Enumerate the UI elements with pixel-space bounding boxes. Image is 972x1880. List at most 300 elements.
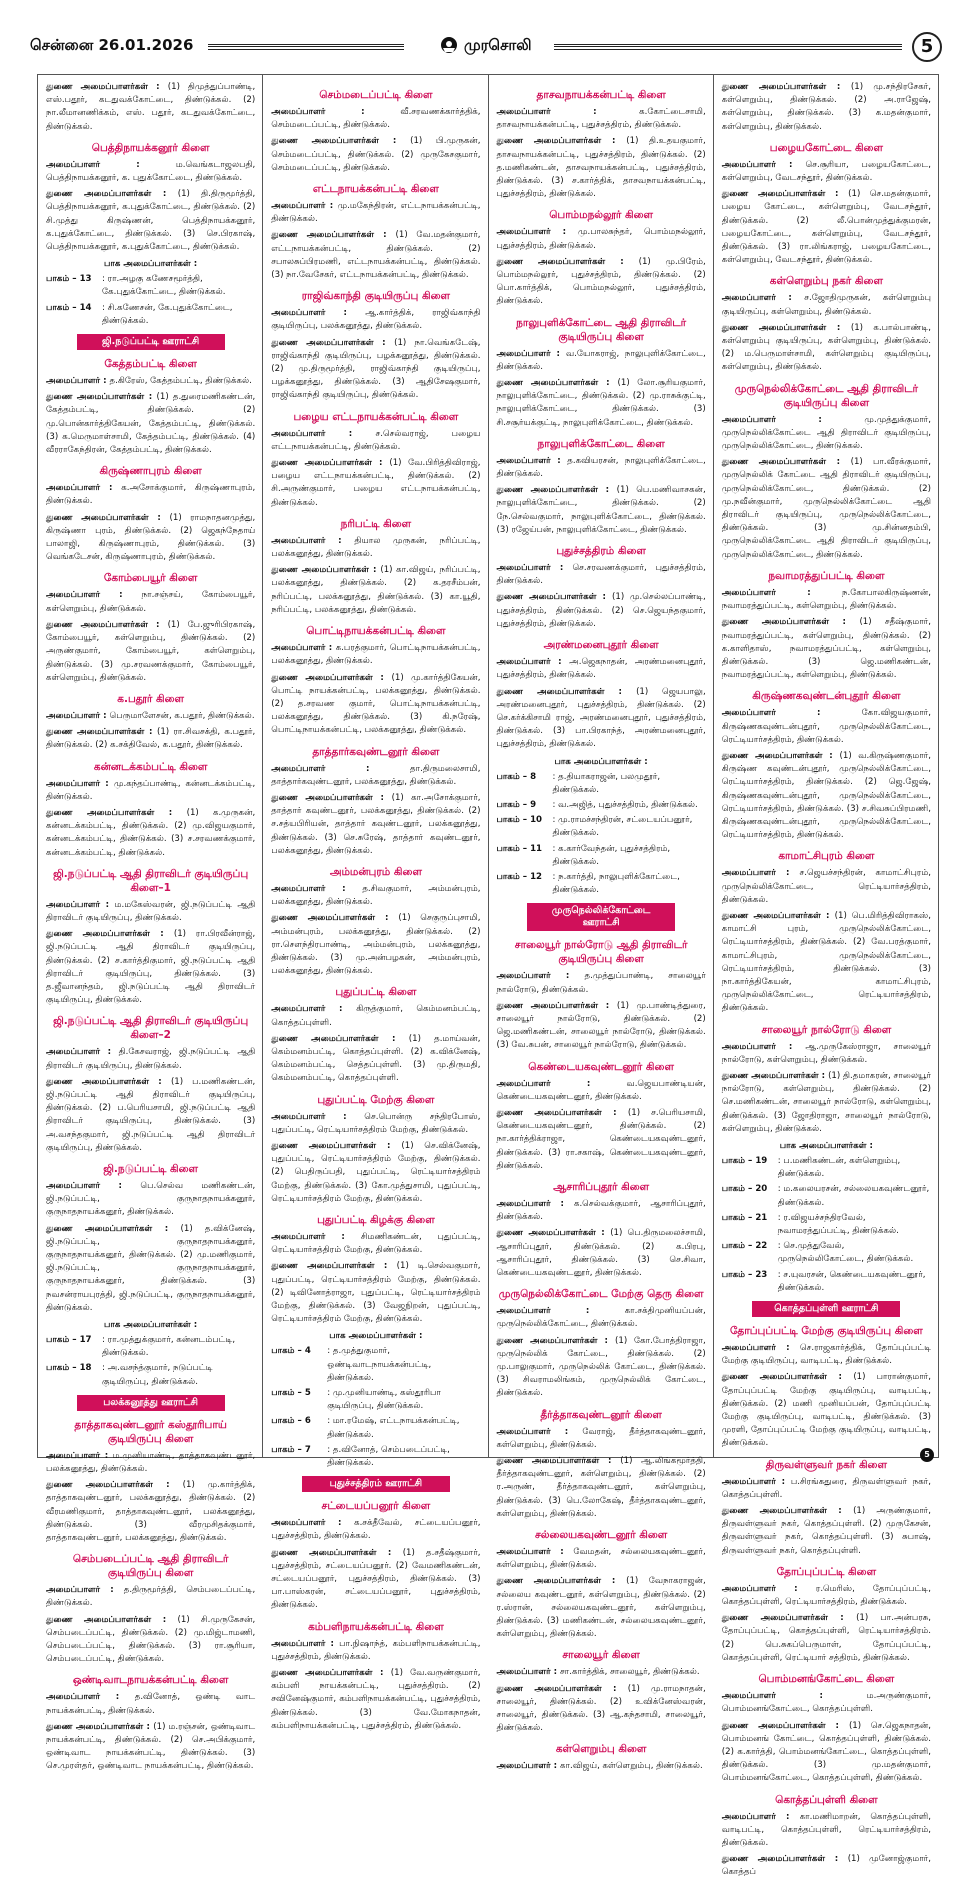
ward-number: பாகம் – 4: [271, 1346, 311, 1357]
organizer-entry: [46, 159, 255, 185]
organizer-entry: [722, 750, 931, 842]
organizer-entry: [497, 484, 706, 537]
ward-organizer-row: [271, 1387, 480, 1413]
ward-organizer-row: [46, 1362, 255, 1388]
organizer-entry: [46, 81, 255, 134]
masthead-rule-left: [208, 44, 404, 50]
organizer-entry: [271, 1033, 480, 1086]
organizer-entry: [271, 337, 480, 403]
organizer-names: கா.மணிமாறன், கொத்தப்புள்ளி, வாடிபட்டி, கொத்தப்புள்ளி, ரெட்டியார்சத்திரம், திண்டுக்கல்.: [721, 1811, 931, 1848]
branch-heading: ஆசாரிப்புதூர் கிளை: [553, 1180, 650, 1193]
role-label: துணை அமைப்பாளர்கள் :: [46, 807, 187, 818]
organizer-entry: [722, 587, 931, 613]
role-label: அமைப்பாளர் :: [496, 1761, 561, 1772]
branch-heading: பழையகோட்டை கிளை: [769, 141, 883, 154]
organizer-entry: [497, 1455, 706, 1521]
masthead: [30, 34, 942, 60]
branch-heading: தீர்த்தாகவுண்டனூர் கிளை: [540, 1408, 662, 1421]
column-2: [263, 75, 488, 1731]
organizer-entry: [497, 348, 706, 374]
ward-organizer-row: [722, 1183, 931, 1209]
section-subheading: பாக அமைப்பாளர்கள் :: [779, 1141, 873, 1151]
ward-number: பாகம் – 18: [46, 1363, 92, 1374]
role-label: துணை அமைப்பாளர்கள் :: [271, 1668, 391, 1679]
organizer-entry: [497, 970, 706, 996]
organizer-names: த.திருமூர்த்தி, செம்படைப்பட்டி, திண்டுக்கல்.: [46, 1585, 256, 1609]
organizer-entry: [722, 910, 931, 1016]
branch-heading: தாத்தார்கவுண்டனூர் கிளை: [312, 745, 440, 758]
column-1: [38, 75, 263, 1772]
organizer-names: கோ.விஜயகுமார், கிருஷ்ணகவுண்டன்புதூர், முருநெல்லிக்கோட்டை, ரெட்டியார்சத்திரம், திண்டுக்கல்.: [721, 708, 931, 745]
rising-sun-logo: [440, 34, 458, 56]
organizer-entry: [722, 1342, 931, 1368]
role-label: துணை அமைப்பாளர்கள் :: [496, 1000, 617, 1011]
role-label: துணை அமைப்பாளர்கள் :: [496, 1456, 621, 1467]
ward-organizer-row: [271, 1415, 480, 1441]
organizer-names: (1) பே.ஜுரிபிரகாஷ், கோம்பையூர், கள்ளெறும்பு, திண்டுக்கல். (2) அருண்குமார், கோம்பையூர், கள்ளெறும்பு, திண்டுக்கல். (3) மு.சரவணக்குமார், கோம்பையூர், கள்ளெறும்பு, திண்டுக்கல்.: [46, 619, 256, 683]
organizer-entry: [497, 1683, 706, 1736]
ward-organizer-name: : ப.மணிகண்டன், கள்ளெறும்பு, திண்டுக்கல்.: [777, 1156, 901, 1180]
organizer-entry: [46, 375, 255, 388]
role-label: துணை அமைப்பாளர்கள் :: [271, 1261, 397, 1272]
organizer-entry: [722, 1583, 931, 1609]
organizer-names: (1) ரா.பிரவீன்ராஜ், ஜி.நடுப்பட்டி ஆதி திராவிடர் குடியிருப்பு, திண்டுக்கல். (2) ச.கார்த்திகுமார், ஜி.நடுப்பட்டி ஆதி திராவிடர் குடியிருப்பு, திண்டுக்கல். (3) த.ஜீவானந்தம், ஜி.நடுப்பட்டி ஆதி திராவிடர் குடியிருப்பு, திண்டுக்கல்.: [46, 929, 256, 1006]
organizer-names: (1) ஆ.லிங்கமூர்த்தி, தீர்த்தாகவுண்டனூர், கள்ளெறும்பு, திண்டுக்கல். (2) ர.அருண், தீர்த்தாகவுண்டனூர், கள்ளெறும்பு, திண்டுக்கல். (3) பெ.லோகேஷ், தீர்த்தாகவுண்டனூர், கள்ளெறும்பு, திண்டுக்கல்.: [496, 1456, 706, 1519]
role-label: துணை அமைப்பாளர்கள் :: [721, 750, 840, 761]
ward-number: பாகம் – 19: [721, 1156, 768, 1166]
ward-organizer-name: : மா.ரமேஷ், எட்டநாயக்கன்பட்டி, திண்டுக்கல்.: [327, 1416, 460, 1440]
branch-heading: கள்ளெறும்பு நகர் கிளை: [769, 275, 883, 288]
organizer-entry: [497, 591, 706, 631]
role-label: துணை அமைப்பாளர்கள் :: [46, 1223, 181, 1234]
organizer-names: செ.சூரியா, பழையகோட்டை, கள்ளெறும்பு, வேடசந்தூர், திண்டுக்கல்.: [721, 159, 931, 184]
role-label: துணை அமைப்பாளர்கள் :: [721, 910, 835, 921]
organizer-entry: [497, 135, 706, 201]
organizer-names: தியால முருகன், நரிப்பட்டி, பலக்கனூத்து, திண்டுக்கல்.: [271, 535, 481, 560]
organizer-names: (1) க.பால்பாண்டி, கள்ளெறும்பு குடியிருப்பு, கள்ளெறும்பு, திண்டுக்கல். (2) ம.பெருமாள்சாமி, கள்ளெறும்பு குடியிருப்பு, கள்ளெறும்பு, திண்டுக்கல்.: [721, 322, 932, 373]
role-label: அமைப்பாளர் :: [496, 107, 640, 117]
branch-heading: சாலையூர் நால்ரோடு ஆதி திராவிடர் குடியிருப்பு கிளை: [514, 939, 688, 966]
role-label: துணை அமைப்பாளர்கள் :: [496, 1683, 628, 1694]
organizer-entry: [46, 726, 255, 752]
branch-heading: செம்படைப்பட்டி ஆதி திராவிடர் குடியிருப்பு கிளை: [72, 1553, 229, 1580]
organizer-entry: [722, 1070, 931, 1136]
ward-number: பாகம் – 23: [721, 1269, 768, 1280]
ward-organizer-name: : த.தியாகராஜன், பலமுதூர், திண்டுக்கல்.: [552, 771, 661, 795]
role-label: அமைப்பாளர் :: [46, 483, 122, 494]
role-label: துணை அமைப்பாளர்கள் :: [271, 230, 396, 241]
organizer-entry: [46, 512, 255, 565]
organizer-entry: [497, 1305, 706, 1331]
masthead-rule-right: [554, 44, 902, 50]
organizer-names: (1) ரா.சிவசக்தி, க.பதூர், திண்டுக்கல். (2) க.சக்திவேல், க.பதூர், திண்டுக்கல்.: [46, 727, 256, 751]
organizer-entry: [497, 1426, 706, 1452]
branch-heading: முருநெல்லிக்கோட்டை ஆதி திராவிடர் குடியிருப்பு கிளை: [734, 382, 918, 409]
branch-heading: கிருஷ்ணாபுரம் கிளை: [99, 465, 202, 478]
ward-number: பாகம் – 7: [271, 1444, 311, 1455]
organizer-names: கா.விஜய், கள்ளெறும்பு, திண்டுக்கல்.: [560, 1761, 703, 1772]
organizer-entry: [46, 1223, 255, 1315]
organizer-entry: [271, 1517, 480, 1543]
role-label: அமைப்பாளர் :: [721, 587, 843, 598]
organizer-names: த.முத்துப்பாண்டி, சாலையூர் நால்ரோடு, திண்டுக்கல்.: [496, 971, 706, 995]
role-label: அமைப்பாளர் :: [496, 1306, 625, 1317]
organizer-names: (1) மு.ராமநாதன், சாலையூர், திண்டுக்கல். (2) உவிக்னேஸ்வரன், சாலையூர், திண்டுக்கல். (3) ஆ.கந்தசாமி, சாலையூர், திண்டுக்கல்.: [496, 1683, 706, 1734]
role-label: அமைப்பாளர் :: [496, 1426, 583, 1437]
organizer-entry: [497, 1078, 706, 1104]
organizer-names: ர.மெரிஸ், தோப்புப்பட்டி, கொத்தப்புள்ளி, ரெட்டியார்சத்திரம், திண்டுக்கல்.: [721, 1583, 931, 1608]
organizer-entry: [271, 1260, 480, 1326]
ward-organizer-row: [722, 1212, 931, 1238]
section-subheading: பாக அமைப்பாளர்கள் :: [329, 1331, 423, 1342]
branch-heading: புதுப்பட்டி கிழக்கு கிளை: [317, 1214, 435, 1226]
organizer-names: மு.முத்துக்குமார், முருநெல்லிக்கோட்டை ஆதி திராவிடர் குடியிருப்பு, முருநெல்லிக்கோட்டை, திண்டுக்கல்.: [721, 414, 931, 452]
role-label: அமைப்பாளர் :: [496, 455, 568, 466]
organizer-names: (1) மு.பாண்டித்துரை, சாலையூர் நால்ரோடு, திண்டுக்கல். (2) ஜெ.மணிகண்டன், சாலையூர் நால்ரோடு, திண்டுக்கல். (3) வே.சுபன், சாலையூர் நால்ரோடு, திண்டுக்கல்.: [496, 1000, 706, 1051]
organizer-names: (1) தி.திருமூர்த்தி, பெத்திநாயக்கனூர், க.புதுக்கோட்டை, திண்டுக்கல். (2) சி.முத்து கிருஷ்ணன், பெத்திநாயக்கனூர், க.புதுக்கோட்டை, திண்டுக்கல். (3) செ.பிரகாஷ், பெத்திநாயக்கனூர், க.புதுக்கோட்டை, திண்டுக்கல்.: [46, 189, 256, 253]
role-label: துணை அமைப்பாளர்கள் :: [271, 1140, 402, 1151]
branch-heading: திருவள்ளுவர் நகர் கிளை: [765, 1458, 887, 1471]
organizer-entry: [271, 428, 480, 454]
organizer-entry: [722, 159, 931, 185]
role-label: அமைப்பாளர் :: [721, 414, 865, 425]
organizer-entry: [46, 1046, 255, 1072]
role-label: துணை அமைப்பாளர்கள் :: [271, 913, 399, 924]
role-label: அமைப்பாளர் :: [46, 710, 110, 721]
ward-organizer-name: : வ.அஜித், புதுச்சத்திரம், திண்டுக்கல்.: [552, 799, 698, 810]
role-label: அமைப்பாளர் :: [496, 348, 566, 359]
organizer-names: (1) வே.மதன்குமார், எட்டநாயக்கன்பட்டி, திண்டுக்கல். (2) சபாலசுப்பிரமணி, எட்டநாயக்கன்பட்டி, திண்டுக்கல். (3) நா.வேசேகர், எட்டநாயக்கன்பட்டி, திண்டுக்கல்.: [271, 230, 481, 281]
organizer-names: (1) மு.கார்த்திகேயன், பொட்டி நாயக்கன்பட்டி, பலக்கனூத்து, திண்டுக்கல். (2) த.சரவண குமார், பொட்டிநாயக்கன்பட்டி, பலக்கனூத்து, திண்டுக்கல். (3) கி.நரேஷ், பொட்டிநாயக்கன்பட்டி, பலக்கனூத்து, திண்டுக்கல்.: [271, 672, 481, 736]
ward-organizer-name: : த.வினோத், செம்படைப்பட்டி, திண்டுக்கல்.: [327, 1444, 450, 1469]
organizer-entry: [497, 562, 706, 588]
organizer-entry: [722, 1371, 931, 1450]
organizer-entry: [497, 1575, 706, 1641]
ward-organizer-row: [497, 799, 706, 812]
role-label: அமைப்பாளர் :: [496, 563, 573, 574]
organizer-entry: [46, 391, 255, 457]
organizer-entry: [497, 686, 706, 752]
ward-number: பாகம் – 14: [46, 302, 92, 313]
branch-heading: கேத்தம்பட்டி கிளை: [104, 358, 197, 371]
role-label: அமைப்பாளர் :: [46, 1585, 124, 1596]
branch-heading: நரிபட்டி கிளை: [340, 517, 412, 530]
role-label: அமைப்பாளர் :: [721, 159, 806, 170]
panchayat-banner: பலக்கனூத்து ஊராட்சி: [77, 1395, 225, 1411]
role-label: துணை அமைப்பாளர்கள் :: [496, 1228, 611, 1239]
branch-heading: சட்டையப்பனூர் கிளை: [321, 1500, 431, 1513]
organizer-names: (1) வே.வருண்குமார், கம்பளி நாயக்கன்பட்டி, புதுச்சத்திரம். (2) சவினேஷ்குமார், கம்பளிநாயக்கன்பட்டி, புதுச்சத்திரம், திண்டுக்கல். (3) வே.மோகநாதன், கம்பளிநாயக்கன்பட்டி, புதுச்சத்திரம், திண்டுக்கல்.: [271, 1668, 481, 1731]
organizer-entry: [271, 1140, 480, 1206]
organizer-names: (1) த.மாய்வன், கெம்மனம்பட்டி, கொத்தப்புள்ளி. (2) க.விக்னேஷ், கெம்மனம்பட்டி, செத்தப்புள்ளி. (3) மு.திருமதி, கெம்மனம்பட்டி, கொத்தப்புள்ளி.: [271, 1033, 481, 1084]
ward-organizer-name: : செ.முத்துவேல், முருநெல்லிகோட்டை, திண்டுக்கல்.: [777, 1241, 914, 1265]
role-label: அமைப்பாளர் :: [496, 1078, 627, 1089]
organizer-names: ம.வெங்கடாஜலபதி, பெத்திநாயக்கனூர், க. புதுக்கோட்டை, திண்டுக்கல்.: [46, 159, 256, 184]
organizer-entry: [271, 792, 480, 858]
role-label: அமைப்பாளர் :: [271, 883, 363, 894]
role-label: அமைப்பாளர் :: [721, 868, 800, 879]
organizer-names: க.செல்வக்குமார், ஆசாரிப்புதூர், திண்டுக்கல்.: [496, 1198, 706, 1223]
branch-heading: தோப்புப்பட்டி கிளை: [776, 1565, 877, 1578]
branch-heading: பழைய எட்டநாயக்கன்பட்டி கிளை: [293, 410, 459, 423]
role-label: அமைப்பாளர் :: [496, 1547, 574, 1558]
branch-heading: பொம்மனங்கோட்டை கிளை: [758, 1673, 895, 1686]
ward-organizer-row: [497, 843, 706, 869]
organizer-entry: [722, 1505, 931, 1558]
organizer-entry: [46, 482, 255, 508]
branch-heading: தோப்புப்பட்டி மேற்கு குடியிருப்பு கிளை: [729, 1325, 923, 1338]
organizer-entry: [271, 1003, 480, 1029]
organizer-names: (1) வே.பிரித்திவிராஜ், பழைய எட்டநாயக்கன்பட்டி, திண்டுக்கல். (2) சி.அருண்குமார், பழைய எட்டநாயக்கன்பட்டி, திண்டுக்கல்.: [271, 458, 481, 508]
organizer-entry: [271, 200, 480, 226]
organizer-names: ச.ஜோதிமுருகன், கள்ளெறும்பு குடியிருப்பு, கள்ளெறும்பு, திண்டுக்கல்.: [721, 293, 932, 317]
role-label: துணை அமைப்பாளர்கள் :: [46, 1076, 171, 1087]
organizer-entry: [46, 807, 255, 860]
organizer-names: க.கோட்டைசாமி, தாசவநாயக்கன்பட்டி, புதுச்சத்திரம், திண்டுக்கல்.: [496, 107, 706, 131]
role-label: துணை அமைப்பாளர்கள் :: [721, 1854, 848, 1865]
branch-heading: எட்டநாயக்கன்பட்டி கிளை: [312, 183, 439, 196]
panchayat-banner: கொத்தப்புள்ளி ஊராட்சி: [752, 1301, 900, 1317]
organizer-names: (1) ராமநாதனமுத்து, கிருஷ்ணா புரம், திண்டுக்கல். (2) ஜெகந்நேதாய் பாலாஜி, கிருஷ்ணாபுரம், திண்டுக்கல். (3) வெங்கடேசன், கிருஷ்ணாபுரம், திண்டுக்கல்.: [46, 512, 256, 563]
ward-organizer-name: : ரா.அழகு கணேசமூர்த்தி, கே.புதுக்கோட்டை, திண்டுக்கல்.: [102, 274, 226, 298]
branch-heading: கோம்பையூர் கிளை: [103, 572, 198, 585]
role-label: அமைப்பாளர் :: [271, 107, 401, 117]
role-label: துணை அமைப்பாளர்கள் :: [46, 1721, 154, 1732]
role-label: துணை அமைப்பாளர்கள் :: [46, 392, 157, 403]
organizer-entry: [497, 256, 706, 309]
ward-organizer-row: [271, 1345, 480, 1385]
organizer-names: (1) டி.செல்வகுமார், புதுப்பட்டி, ரெட்டியார்சத்திரம் மேற்கு, திண்டுக்கல். (2) டிவினோத்ராஜா, புதுப்பட்டி, ரெட்டியார்சத்திரம் மேற்கு, திண்டுக்கல். (3) வேஜநிறன், புதுப்பட்டி, ரெட்டியார்சத்திரம் மேற்கு, திண்டுக்கல்.: [271, 1261, 481, 1325]
ward-number: பாகம் – 20: [721, 1184, 768, 1195]
ward-organizer-name: : ந.கார்த்தி, நாலுபுளிக்கோட்டை, திண்டுக்கல்.: [552, 871, 680, 896]
role-label: அமைப்பாளர் :: [496, 227, 579, 238]
organizer-names: செ.சரவணக்குமார், புதுச்சத்திரம், திண்டுக்கல்.: [496, 563, 706, 587]
role-label: அமைப்பாளர் :: [46, 1180, 141, 1191]
organizer-names: த.கிரேஸ், கேத்தம்பட்டி, திண்டுக்கல்.: [109, 376, 252, 387]
role-label: துணை அமைப்பாளர்கள் :: [721, 1613, 857, 1624]
organizer-entry: [497, 1198, 706, 1224]
organizer-names: வ.யோகராஜ், நாலுபுளிக்கோட்டை, திண்டுக்கல்.: [496, 348, 706, 372]
organizer-entry: [722, 322, 931, 375]
organizer-entry: [722, 456, 931, 562]
organizer-entry: [46, 1584, 255, 1610]
organizer-entry: [722, 707, 931, 747]
organizer-entry: [271, 564, 480, 617]
organizer-entry: [271, 535, 480, 561]
organizer-entry: [46, 1614, 255, 1667]
organizer-names: (1) மு.கார்த்திக், தாத்தாகவுண்டனூர், பலக்கனூத்து, திண்டுக்கல். (2) வீரமணிகுமார், தாத்தாகவுண்டனூர், பலக்கனூத்து, திண்டுக்கல். (3) வீரமுசிதக்குமார், தாத்தாகவுண்டனூர், பலக்கனூத்து, திண்டுக்கல்.: [46, 1480, 256, 1544]
ward-number: பாகம் – 10: [496, 815, 543, 826]
role-label: துணை அமைப்பாளர்கள் :: [46, 1480, 183, 1491]
role-label: அமைப்பாளர் :: [46, 899, 115, 910]
organizer-names: (1) செ.ஜெகநாதன், பொம்மனங் கோட்டை, கொத்தப்புள்ளி, திண்டுக்கல். (2) க.கார்த்தி, பொம்மனங்கோட்டை, கொத்தப்புள்ளி, திண்டுக்கல். (3) மு.மதன்குமார், பொம்மனங்கோட்டை, கொத்தப்புள்ளி, திண்டுக்கல்.: [721, 1720, 931, 1784]
ward-number: பாகம் – 8: [496, 771, 537, 782]
branch-heading: ஜி.நடுப்பட்டி ஆதி திராவிடர் குடியிருப்பு கிளை–1: [53, 867, 249, 894]
organizer-entry: [271, 307, 480, 333]
organizer-entry: [722, 188, 931, 267]
role-label: துணை அமைப்பாளர்கள் :: [46, 929, 174, 940]
organizer-entry: [46, 710, 255, 723]
branch-heading: க.பதூர் கிளை: [117, 692, 184, 705]
organizer-names: (1) தி.உதயகுமார், தாசவநாயக்கன்பட்டி, புதுச்சத்திரம், திண்டுக்கல். (2) த.மணிகண்டன், தாசவநாயக்கன்பட்டி, புதுச்சத்திரம், திண்டுக்கல். (3) ச.கார்த்திக், தாசவநாயக்கன்பட்டி, புதுச்சத்திரம், திண்டுக்கல்.: [496, 136, 706, 200]
branch-heading: தாத்தாகவுண்டனூர் கஸ்தூரிபாய் குடியிருப்பு கிளை: [74, 1418, 227, 1445]
role-label: துணை அமைப்பாளர்கள் :: [271, 1547, 403, 1558]
role-label: துணை அமைப்பாளர்கள் :: [271, 337, 395, 348]
ward-organizer-name: : ரா.முத்துக்குமார், கன்னடம்பட்டி, திண்டுக்கல்.: [102, 1335, 236, 1359]
organizer-entry: [722, 1476, 931, 1502]
role-label: அமைப்பாளர் :: [271, 1638, 340, 1649]
ward-organizer-name: : ர.விஜயச்சந்திரவேல், நவாமரத்துப்பட்டி, திண்டுக்கல்.: [777, 1212, 899, 1237]
organizer-names: நா.சஞ்சய், கோம்பையூர், கள்ளெறும்பு, திண்டுக்கல்.: [46, 590, 256, 614]
ward-number: பாகம் – 9: [496, 799, 537, 810]
organizer-names: க.பரத்குமார், பொட்டிநாயக்கன்பட்டி, பலக்கனூத்து, திண்டுக்கல்.: [271, 643, 481, 667]
organizer-entry: [46, 899, 255, 925]
role-label: துணை அமைப்பாளர்கள் :: [46, 727, 157, 738]
branch-heading: பொம்மநல்லூர் கிளை: [549, 209, 654, 222]
organizer-entry: [271, 135, 480, 175]
role-label: துணை அமைப்பாளர்கள் :: [271, 1033, 409, 1044]
role-label: அமைப்பாளர் :: [496, 971, 585, 982]
panchayat-banner: புதுச்சத்திரம் ஊராட்சி: [302, 1476, 450, 1492]
ward-number: பாகம் – 11: [496, 843, 543, 854]
organizer-names: (1) வ.கிருஷ்ணகுமார், கிருஷ்ண கவுண்டன்புதூர், முருநெல்லிக்கோட்டை, ரெட்டியார்சத்திரம், திண்டுக்கல். (2) ஜெ.ஜேஷ், கிருஷ்ணகவுண்டன்புதூர், முருநெல்லிக்கோட்டை, ரெட்டியார்சத்திரம், திண்டுக்கல். (3) ச.சிவசுப்பிரமணி, கிருஷ்ணகவுண்டன்புதூர், முருநெல்லிக்கோட்டை, ரெட்டியார்சத்திரம், திண்டுக்கல்.: [721, 750, 931, 841]
organizer-names: (1) பி.முருகன், செம்மடைப்பட்டி, திண்டுக்கல். (2) முருகேசகுமார், செம்மடைப்பட்டி, திண்டுக்கல்.: [271, 136, 481, 173]
role-label: துணை அமைப்பாளர்கள் :: [496, 256, 639, 267]
role-label: அமைப்பாளர் :: [721, 1343, 800, 1354]
ward-number: பாகம் – 6: [271, 1416, 311, 1427]
organizer-entry: [497, 1107, 706, 1173]
organizer-names: ம.மகேஸ்வரன், ஜி.நடுப்பட்டி ஆதி திராவிடர் குடியிருப்பு, திண்டுக்கல்.: [46, 899, 256, 923]
page-number: 5: [912, 32, 942, 62]
role-label: துணை அமைப்பாளர்கள் :: [496, 1335, 616, 1346]
organizer-names: (1) அருண்குமார், திருவள்ளுவர் நகர், கொத்தப்புள்ளி. (2) முருகேசன், திருவள்ளுவர் நகர், கொத்தப்புள்ளி. (3) சுபாஷ், திருவள்ளுவர் நகர், கொத்தப்புள்ளி.: [721, 1506, 931, 1556]
role-label: அமைப்பாளர் :: [271, 643, 336, 654]
branch-heading: பெத்திநாயக்கனூர் கிளை: [91, 141, 210, 154]
role-label: அமைப்பாளர் :: [721, 1041, 806, 1052]
role-label: துணை அமைப்பாளர்கள் :: [721, 1070, 829, 1081]
branch-heading: சாலையூர் கிளை: [562, 1649, 640, 1662]
organizer-names: (1) சதீஷ்குமார், நவாமரத்துப்பட்டி, கள்ளெறும்பு, திண்டுக்கல். (2) க.காளிதாஸ், நவாமரத்துப்பட்டி, கள்ளெறும்பு, திண்டுக்கல். (3) ஜெ.மணிகண்டன், நவாமரத்துப்பட்டி, கள்ளெறும்பு, திண்டுக்கல்.: [721, 617, 932, 681]
role-label: துணை அமைப்பாளர்கள் :: [496, 1107, 628, 1118]
organizer-names: த.வினோத், ஒண்டி வாட நாயக்கன்பட்டி, திண்டுக்கல்.: [46, 1692, 256, 1716]
organizer-entry: [271, 642, 480, 668]
role-label: துணை அமைப்பாளர்கள் :: [496, 592, 612, 603]
role-label: துணை அமைப்பாளர்கள் :: [46, 512, 170, 523]
organizer-names: பெருமாளேசன், க.பதூர், திண்டுக்கல்.: [109, 710, 255, 721]
ward-number: பாகம் – 12: [496, 871, 543, 882]
organizer-names: மு.கந்தப்பாண்டி, கன்னடக்கம்பட்டி, திண்டுக்கல்.: [46, 778, 256, 802]
organizer-names: (1) தி.தமாகரன், சாலையூர் நால்ரோடு, கள்ளெறும்பு, திண்டுக்கல். (2) செ.மணிகண்டன், சாலையூர் நால்ரோடு, கள்ளெறும்பு, திண்டுக்கல். (3) ஜோதிராஜா, சாலையூர் நால்ரோடு, கள்ளெறும்பு, திண்டுக்கல்.: [721, 1070, 931, 1134]
organizer-names: (1) திமுத்துப்பாண்டி, எஸ்.பதூர், கடதுவக்கோட்டை, திண்டுக்கல். (2) நா.லீமானணிக்கம், எஸ். பதூர், கடதுவக்கோட்டை, திண்டுக்கல்.: [46, 82, 256, 132]
role-label: அமைப்பாளர் :: [271, 1232, 361, 1242]
ward-organizer-name: : ச.யுவரசன், கெண்டையகவுண்டனூர், திண்டுக்கல்.: [777, 1269, 926, 1293]
ward-organizer-name: : அ.வசந்த்குமார், நடுப்பட்டி குடியிருப்பு, திண்டுக்கல்.: [102, 1363, 213, 1387]
organizer-entry: [497, 455, 706, 481]
role-label: அமைப்பாளர் :: [721, 293, 805, 304]
organizer-entry: [46, 619, 255, 685]
branch-heading: அம்மன்புரம் கிளை: [329, 865, 422, 878]
organizer-entry: [497, 1000, 706, 1053]
organizer-entry: [271, 763, 480, 789]
organizer-entry: [271, 229, 480, 282]
organizer-names: செ.ராஜகார்த்திக், தோப்புப்பட்டி மேற்கு குடியிருப்பு, வாடிபட்டி, திண்டுக்கல்.: [721, 1343, 931, 1367]
role-label: அமைப்பாளர் :: [271, 201, 338, 212]
organizer-names: (1) ச.பெரியசாமி, கெண்டையகவுண்டனூர், திண்டுக்கல். (2) நா.கார்த்திக்ராஜா, கெண்டையகவுண்டனூர், திண்டுக்கல். (3) ரா.சகாஷ், கெண்டையகவுண்டனூர், திண்டுக்கல்.: [496, 1107, 706, 1171]
role-label: அமைப்பாளர் :: [496, 657, 570, 668]
organizer-names: ம.அருண்குமார், பொம்மனங்கோட்டை, கொத்தப்புள்ளி.: [721, 1691, 931, 1715]
organizer-entry: [46, 778, 255, 804]
branch-heading: காமாட்சிபுரம் கிளை: [778, 850, 875, 863]
organizer-names: வேராஜ், தீர்த்தாகவுண்டனூர், கள்ளெறும்பு, திண்டுக்கல்.: [496, 1426, 706, 1450]
organizer-names: (1) மு.செல்லப்பாண்டி, புதுச்சத்திரம், திண்டுக்கல். (2) செ.ஜெயந்தகுமார், புதுச்சத்திரம், திண்டுக்கல்.: [496, 592, 706, 629]
role-label: துணை அமைப்பாளர்கள் :: [271, 458, 390, 469]
organizer-entry: [722, 414, 931, 454]
organizer-names: (1) கா.அசோக்குமார், தாத்தார் கவுண்டனூர், பலக்கனூத்து, திண்டுக்கல். (2) ச.சத்யபிரியன், தாத்தார் கவுண்டனூர், பலக்கனூத்து, திண்டுக்கல். (3) செ.சுரேஷ், தாத்தார் கவுண்டனூர், பலக்கனூத்து, திண்டுக்கல்.: [271, 792, 481, 856]
branch-heading: புதுச்சத்திரம் கிளை: [556, 545, 646, 558]
role-label: அமைப்பாளர் :: [46, 159, 176, 170]
footer-page-badge: 5: [920, 1448, 934, 1462]
organizer-names: (1) த.விக்னேஷ், ஜி.நடுப்பட்டி, குருநாதநாயக்கனூர், குருநாதநாயக்கனூர், திண்டுக்கல். (2) மு.மணிகுமார், ஜி.நடுப்பட்டி, குருநாதநாயக்கனூர், குருநாதநாயக்கனூர், திண்டுக்கல். (3) நவசன்ராயபுரத்தி, ஜி.நடுப்பட்டி, குருநாதநாயக்கனூர், திண்டுக்கல்.: [46, 1223, 256, 1313]
role-label: துணை அமைப்பாளர்கள் :: [721, 1506, 854, 1517]
column-4: [714, 75, 938, 1878]
role-label: துணை அமைப்பாளர்கள் :: [271, 565, 381, 576]
role-label: துணை அமைப்பாளர்கள் :: [496, 1576, 627, 1587]
branch-heading: அரண்மனைபுதூர் கிளை: [543, 639, 659, 652]
role-label: துணை அமைப்பாளர்கள் :: [271, 672, 392, 683]
ward-organizer-row: [271, 1444, 480, 1470]
organizer-entry: [497, 1335, 706, 1401]
role-label: துணை அமைப்பாளர்கள் :: [496, 485, 617, 496]
organizer-names: ம.முனியாண்டி, தாத்தாகவுண்டனூர், பலக்கனூத்து, திண்டுக்கல்.: [46, 1450, 256, 1475]
branch-heading: கன்னடக்கம்பட்டி கிளை: [93, 760, 208, 773]
role-label: அமைப்பாளர் :: [271, 535, 355, 546]
role-label: அமைப்பாளர் :: [46, 1047, 119, 1058]
organizer-names: (1) செகுருப்புசாமி, அம்மன்புரம், பலக்கனூத்து, திண்டுக்கல். (2) ரா.சௌந்திரபாண்டி, அம்மன்புரம், பலக்கனூத்து, திண்டுக்கல். (3) மு.அன்பழகன், அம்மன்புரம், பலக்கனூத்து, திண்டுக்கல்.: [271, 913, 481, 977]
organizer-names: வேமதன், சல்லையகவுண்டனூர், கள்ளெறும்பு, திண்டுக்கல்.: [496, 1547, 706, 1571]
branch-heading: கெண்டையகவுண்டனூர் கிளை: [528, 1060, 674, 1073]
role-label: துணை அமைப்பாளர்கள் :: [721, 1372, 854, 1383]
organizer-entry: [271, 672, 480, 738]
organizer-entry: [722, 81, 931, 134]
organizer-names: (1) சி.முருகேசன், செம்படைப்பட்டி, திண்டுக்கல். (2) மு.மிஜ்டாமணி, செம்படைப்பட்டி, திண்டுக்கல். (3) ரா.சூரியா, செம்படைப்பட்டி, திண்டுக்கல்.: [46, 1614, 256, 1665]
role-label: துணை அமைப்பாளர்கள் :: [46, 189, 178, 200]
role-label: துணை அமைப்பாளர்கள் :: [496, 686, 637, 697]
column-3: [489, 75, 714, 1772]
role-label: அமைப்பாளர் :: [271, 428, 376, 439]
branch-heading: பொட்டிநாயக்கன்பட்டி கிளை: [306, 625, 446, 638]
ward-organizer-row: [722, 1269, 931, 1295]
organizer-names: (1) பெ.மணிவாசகன், நாலுபுளிக்கோட்டை, திண்டுக்கல். (2) நே.செல்வகுமார், நாலுபுளிக்கோட்டை, திண்டுக்கல். (3) ரஜேய்பன், நாலுபுளிக்கோட்டை, திண்டுக்கல்.: [496, 485, 706, 535]
organizer-entry: [271, 1547, 480, 1613]
organizer-entry: [722, 1690, 931, 1716]
issue-date: சென்னை 26.01.2026: [30, 36, 194, 54]
organizer-names: (1) பா.வீரக்குமார், முருநெல்லிக் கோட்டை ஆதி திராவிடர் குடியிருப்பு, முருநெல்லிக்கோட்டை, திண்டுக்கல். (2) மு.நவீன்குமார், முருநெல்லிக்கோட்டை ஆதி திராவிடர் குடியிருப்பு, முருநெல்லிக்கோட்டை, திண்டுக்கல். (3) மு.சின்னதம்பி, முருநெல்லிக்கோட்டை ஆதி திராவிடர் குடியிருப்பு, முருநெல்லிக்கோட்டை, திண்டுக்கல்.: [721, 457, 931, 560]
branch-heading: நாலுபுளிக்கோட்டை கிளை: [537, 437, 665, 450]
organizer-names: ச.ஜெயச்சந்திரன், காமாட்சிபுரம், முருநெல்லிக்கோட்டை, ரெட்டியார்சத்திரம், திண்டுக்கல்.: [721, 868, 931, 905]
organizer-names: மு.மகேந்திரன், எட்டநாயக்கன்பட்டி, திண்டுக்கல்.: [271, 201, 481, 225]
organizer-entry: [497, 226, 706, 252]
panchayat-banner: முருநெல்லிக்கோட்டை ஊராட்சி: [527, 903, 675, 931]
branch-heading: நவாமரத்துப்பட்டி கிளை: [768, 569, 885, 582]
ward-organizer-name: : த.முத்துகுமார், ஒண்டிவாடநாயக்கன்பட்டி, திண்டுக்கல்.: [327, 1346, 432, 1383]
role-label: அமைப்பாளர் :: [271, 1518, 355, 1529]
organizer-entry: [271, 912, 480, 978]
organizer-names: மு.பாலசுந்தர், பொம்மநல்லூர், புதுச்சத்திரம், திண்டுக்கல்.: [496, 227, 706, 251]
branch-heading: தாசவநாயக்கன்பட்டி கிளை: [536, 89, 666, 101]
organizer-entry: [497, 1227, 706, 1280]
organizer-names: கிருத்குமார், கெம்மனம்பட்டி, கொத்தப்புள்ளி.: [271, 1004, 481, 1028]
role-label: துணை அமைப்பாளர்கள் :: [721, 189, 849, 200]
